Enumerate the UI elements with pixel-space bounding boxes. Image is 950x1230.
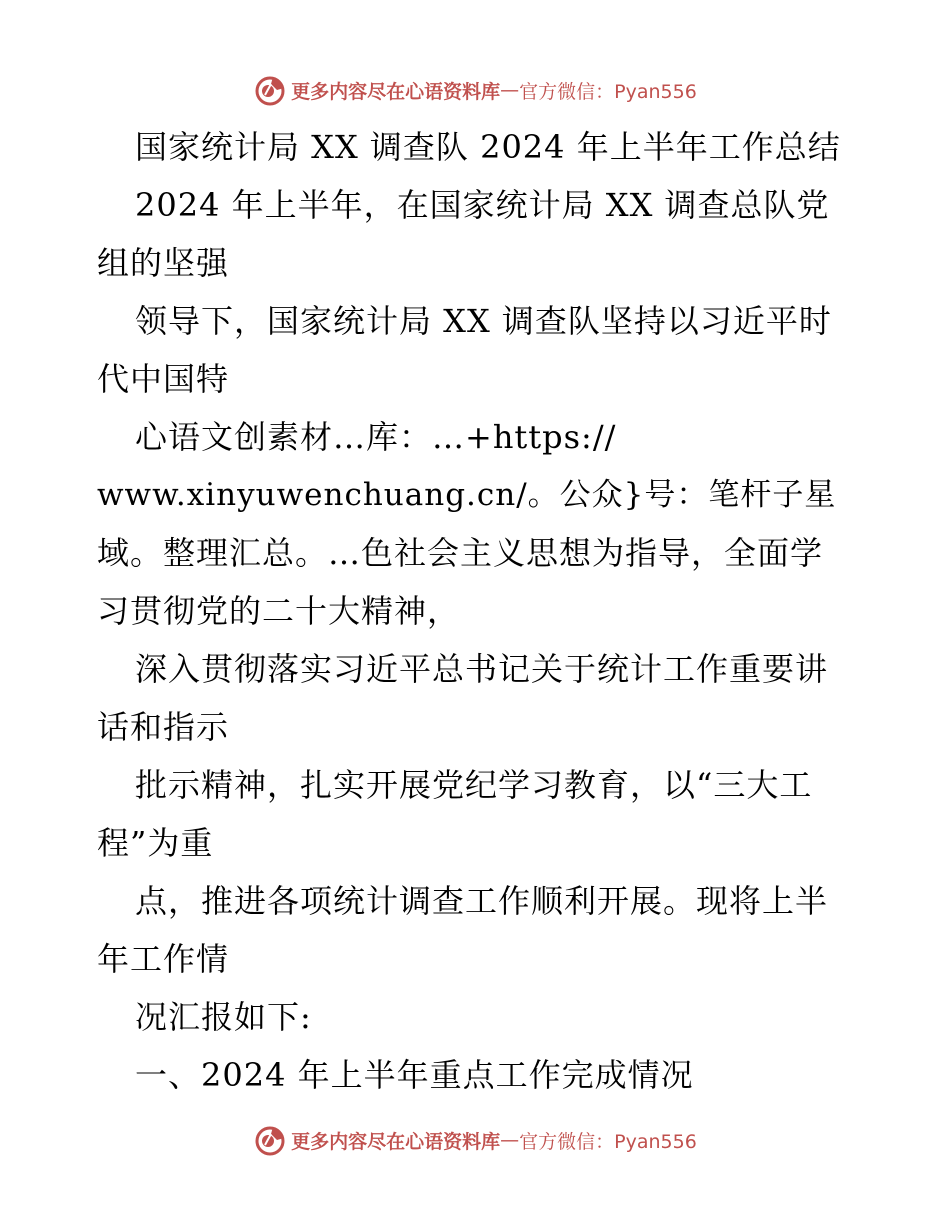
pen-logo-icon (253, 1123, 287, 1157)
paragraph-line: 域。整理汇总。…色社会主义思想为指导，全面学 (97, 534, 824, 572)
paragraph-line: 程”为重 (97, 824, 214, 862)
paragraph-line: 况汇报如下: (135, 998, 312, 1036)
paragraph-line: 批示精神，扎实开展党纪学习教育，以“三大工 (135, 766, 813, 804)
paragraph-line: 话和指示 (97, 708, 230, 746)
watermark-separator: — (500, 1129, 520, 1151)
paragraph-line: www.xinyuwenchuang.cn/。公众}号：笔杆子星 (97, 477, 837, 513)
watermark-separator: — (500, 79, 520, 101)
watermark-wechat: 官方微信：Pyan556 (519, 1130, 697, 1153)
section-heading: 一、2024 年上半年重点工作完成情况 (135, 1056, 694, 1094)
watermark-wechat: 官方微信：Pyan556 (519, 80, 697, 103)
paragraph-line: 年工作情 (97, 940, 230, 978)
document-title: 国家统计局 XX 调查队 2024 年上半年工作总结 (135, 128, 841, 166)
document-body (97, 118, 857, 1104)
paragraph-line: 心语文创素材…库：…+https:// (135, 418, 617, 456)
paragraph-line: 组的坚强 (97, 244, 230, 282)
paragraph-line: 领导下，国家统计局 XX 调查队坚持以习近平时 (135, 302, 832, 340)
paragraph-line: 深入贯彻落实习近平总书记关于统计工作重要讲 (135, 650, 829, 688)
pen-logo-icon (253, 73, 287, 107)
paragraph-line: 2024 年上半年，在国家统计局 XX 调查总队党 (135, 186, 830, 224)
paragraph-line: 习贯彻党的二十大精神， (97, 592, 461, 630)
footer-watermark (0, 1120, 950, 1160)
header-watermark (0, 70, 950, 110)
paragraph-line: 点，推进各项统计调查工作顺利开展。现将上半 (135, 882, 829, 920)
paragraph-line: 代中国特 (97, 360, 230, 398)
watermark-brand: 更多内容尽在心语资料库 (291, 80, 501, 103)
watermark-brand: 更多内容尽在心语资料库 (291, 1130, 501, 1153)
